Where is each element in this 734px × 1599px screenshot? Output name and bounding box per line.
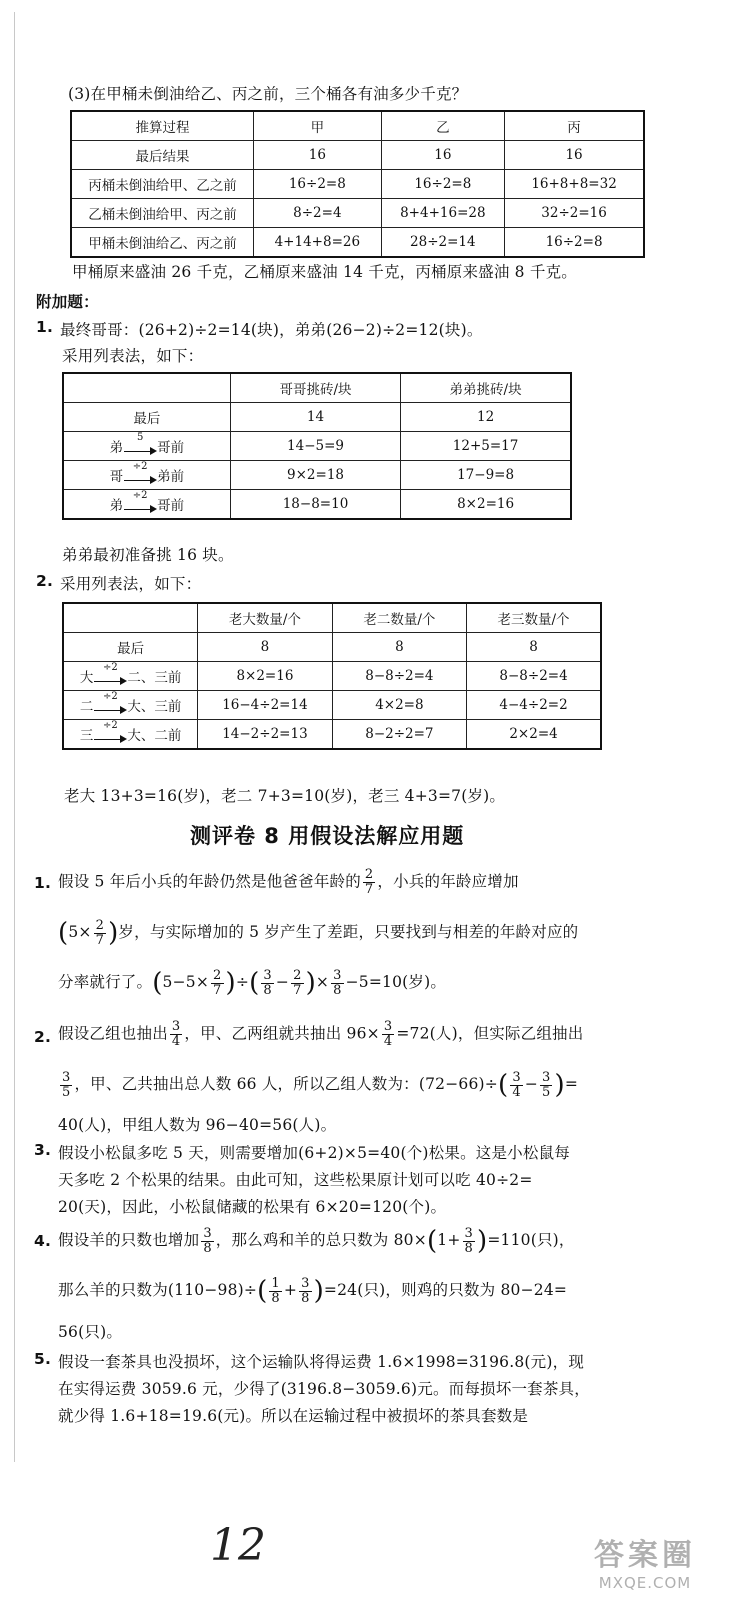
text: ，那么鸡和羊的总只数为 80× <box>215 1231 427 1249</box>
row-to-label: 大、二前 <box>127 728 182 744</box>
row-to-label: 哥前 <box>157 440 185 456</box>
binding-margin-line <box>14 12 15 1462</box>
table-cell: 8 <box>467 633 601 662</box>
table-row <box>63 432 571 461</box>
watermark-title: 答案圈 <box>594 1538 696 1573</box>
row-from-label: 弟 <box>109 498 124 514</box>
table-header-cell: 老大数量/个 <box>198 603 333 633</box>
table-row <box>63 720 601 750</box>
table-cell: 4×2=8 <box>332 691 466 720</box>
p1-line1 <box>58 868 519 897</box>
fraction <box>540 1071 552 1100</box>
table-cell: 16÷2=8 <box>381 170 505 199</box>
table-row <box>71 170 644 199</box>
table-cell: 18−8=10 <box>230 490 400 520</box>
table-cell <box>63 490 230 520</box>
brick-table <box>62 372 572 520</box>
p5-number: 5. <box>34 1350 52 1368</box>
table-row <box>63 403 571 432</box>
answer3: 甲桶原来盛油 26 千克，乙桶原来盛油 14 千克，丙桶原来盛油 8 千克。 <box>72 263 577 281</box>
denominator: 7 <box>364 882 374 897</box>
p1-line3: 分率就行了。(5−5× $\frac{2}{7}$ )÷( $\frac{3}{8}$ − $\frac{2}{7}$ )× $\frac{3}{8}$ −5=10(岁)。 <box>58 967 447 998</box>
table-cell: 28÷2=14 <box>381 228 505 258</box>
text: − <box>524 1075 538 1093</box>
p2-line2: $\frac{3}{5}$ ，甲、乙共抽出总人数 66 人，所以乙组人数为：(72−66)÷( $\frac{3}{4}$ − $\frac{3}{5}$ )= <box>62 1069 579 1100</box>
extra2-line1: 采用列表法，如下： <box>60 575 202 593</box>
right-arrow-icon <box>93 661 127 686</box>
table-cell: 丙桶未倒油给甲、乙之前 <box>71 170 254 199</box>
text: 岁，与实际增加的 5 岁产生了差距，只要找到与相差的年龄对应的 <box>118 923 579 941</box>
right-arrow-icon <box>93 690 127 715</box>
table-cell <box>63 432 230 461</box>
denominator: 8 <box>464 1240 474 1256</box>
p4-number: 4. <box>34 1232 52 1250</box>
numerator: 3 <box>542 1069 551 1085</box>
table-cell: 16−4÷2=14 <box>198 691 333 720</box>
extra1-line1: 最终哥哥：(26+2)÷2=14(块)，弟弟(26−2)÷2=12(块)。 <box>60 321 483 339</box>
table-header-cell: 甲 <box>254 111 381 141</box>
p5-line3: 就少得 1.6+18=19.6(元)。所以在运输过程中被损坏的茶具套数是 <box>58 1407 529 1425</box>
right-arrow-icon <box>123 431 157 456</box>
table-header-cell: 乙 <box>381 111 505 141</box>
text: + <box>283 1281 298 1299</box>
table-cell: 9×2=18 <box>230 461 400 490</box>
table-row <box>63 662 601 691</box>
table-cell: 12+5=17 <box>401 432 571 461</box>
extra2-conclusion: 老大 13+3=16(岁)，老二 7+3=10(岁)，老三 4+3=7(岁)。 <box>64 787 506 805</box>
table-cell <box>63 691 198 720</box>
table-header-cell: 老二数量/个 <box>332 603 466 633</box>
fraction <box>269 1277 281 1306</box>
table-cell: 最后 <box>63 633 198 662</box>
denominator: 5 <box>542 1084 551 1100</box>
table-cell: 8÷2=4 <box>254 199 381 228</box>
table-cell: 16 <box>381 141 505 170</box>
table-cell: 14−5=9 <box>230 432 400 461</box>
table-header-cell: 哥哥挑砖/块 <box>230 373 400 403</box>
fraction <box>382 1020 394 1049</box>
table-header-cell: 丙 <box>505 111 644 141</box>
denominator: 4 <box>383 1034 393 1049</box>
table-cell: 14−2÷2=13 <box>198 720 333 750</box>
p4-line3: 56(只)。 <box>58 1323 123 1341</box>
arrow-label: ÷2 <box>102 661 118 673</box>
table-cell: 最后结果 <box>71 141 254 170</box>
table-row <box>63 633 601 662</box>
table-header-cell: 老三数量/个 <box>467 603 601 633</box>
text: 5−5× <box>162 973 210 991</box>
p2-number: 2. <box>34 1028 52 1046</box>
fraction <box>261 969 273 998</box>
numerator: 3 <box>301 1275 310 1291</box>
denominator: 8 <box>271 1290 280 1306</box>
table-header-row <box>63 603 601 633</box>
numerator: 3 <box>512 1069 521 1085</box>
table-cell: 16 <box>254 141 381 170</box>
numerator: 2 <box>293 967 302 983</box>
extra1-number: 1. <box>36 318 54 336</box>
table-cell: 8−8÷2=4 <box>332 662 466 691</box>
denominator: 7 <box>95 932 105 948</box>
denominator: 8 <box>263 982 272 998</box>
extra1-line2: 采用列表法，如下： <box>62 347 204 365</box>
table-cell: 最后 <box>63 403 230 432</box>
text: =110(只)， <box>487 1231 575 1249</box>
arrow-label: ÷2 <box>102 719 118 731</box>
table-header-cell: 弟弟挑砖/块 <box>401 373 571 403</box>
table-row <box>71 228 644 258</box>
p3-line1: 假设小松鼠多吃 5 天，则需要增加(6+2)×5=40(个)松果。这是小松鼠每 <box>58 1144 570 1162</box>
row-from-label: 二 <box>79 699 94 715</box>
table-row <box>71 199 644 228</box>
denominator: 5 <box>62 1084 71 1100</box>
row-from-label: 三 <box>79 728 94 744</box>
row-to-label: 二、三前 <box>127 670 182 686</box>
fraction <box>201 1227 213 1256</box>
table-cell: 32÷2=16 <box>505 199 644 228</box>
table-cell: 17−9=8 <box>401 461 571 490</box>
extra1-conclusion: 弟弟最初准备挑 16 块。 <box>62 546 234 564</box>
table-row <box>63 691 601 720</box>
fraction <box>94 919 106 948</box>
numerator: 3 <box>383 1019 393 1034</box>
table-cell: 8×2=16 <box>198 662 333 691</box>
handwritten-page-number: 12 <box>210 1520 266 1571</box>
numerator: 2 <box>95 917 105 933</box>
table-cell: 8−2÷2=7 <box>332 720 466 750</box>
text: =24(只)，则鸡的只数为 80−24= <box>323 1281 568 1299</box>
arrow-label: 5 <box>136 431 144 443</box>
text: 分率就行了。 <box>58 973 153 991</box>
p4-line2: 那么羊的只数为(110−98)÷( $\frac{1}{8}$ + $\frac{3}{8}$ )=24(只)，则鸡的只数为 80−24= <box>58 1275 568 1306</box>
p5-line1: 假设一套茶具也没损坏，这个运输队将得运费 1.6×1998=3196.8(元)，现 <box>58 1353 585 1371</box>
fraction <box>463 1227 475 1256</box>
fraction <box>510 1071 522 1100</box>
p3-number: 3. <box>34 1141 52 1159</box>
text: ，甲、乙共抽出总人数 66 人，所以乙组人数为：(72−66)÷ <box>74 1075 498 1093</box>
table-header-cell: 推算过程 <box>71 111 254 141</box>
text: 假设 5 年后小兵的年龄仍然是他爸爸年龄的 <box>58 872 361 891</box>
arrow-label: ÷2 <box>132 489 148 501</box>
row-from-label: 大 <box>79 670 94 686</box>
numerator: 1 <box>271 1275 280 1291</box>
p3-line2: 天多吃 2 个松果的结果。由此可知，这些松果原计划可以吃 40÷2= <box>58 1171 533 1189</box>
q3-heading: (3)在甲桶未倒油给乙、丙之前，三个桶各有油多少千克？ <box>68 85 468 103</box>
table-cell: 14 <box>230 403 400 432</box>
right-arrow-icon <box>123 460 157 485</box>
text: −5=10(岁)。 <box>345 973 447 991</box>
right-arrow-icon <box>93 719 127 744</box>
table-row <box>71 141 644 170</box>
text: 5× <box>68 923 92 941</box>
denominator: 7 <box>213 982 222 998</box>
section-title: 测评卷 8 用假设法解应用题 <box>190 824 465 848</box>
numerator: 3 <box>263 967 272 983</box>
text: × <box>315 973 330 991</box>
numerator: 2 <box>213 967 222 983</box>
table-cell: 甲桶未倒油给乙、丙之前 <box>71 228 254 258</box>
text: =72(人)，但实际乙组抽出 <box>396 1024 584 1043</box>
text: ÷ <box>235 973 250 991</box>
p5-line2: 在实得运费 3059.6 元，少得了(3196.8−3059.6)元。而每损坏一套茶具， <box>58 1380 590 1398</box>
p3-line3: 20(天)，因此，小松鼠储藏的松果有 6×20=120(个)。 <box>58 1198 447 1216</box>
text: ，小兵的年龄应增加 <box>377 872 519 891</box>
table-cell: 4+14+8=26 <box>254 228 381 258</box>
table-cell: 8+4+16=28 <box>381 199 505 228</box>
table-cell <box>63 720 198 750</box>
quantity-table <box>62 602 602 750</box>
numerator: 3 <box>171 1019 181 1034</box>
watermark-logo <box>560 1530 730 1592</box>
numerator: 3 <box>464 1225 474 1241</box>
denominator: 4 <box>512 1084 521 1100</box>
table-cell: 16 <box>505 141 644 170</box>
text: = <box>564 1075 579 1093</box>
row-to-label: 大、三前 <box>127 699 182 715</box>
numerator: 3 <box>62 1069 71 1085</box>
fraction <box>363 868 375 897</box>
table-cell: 8×2=16 <box>401 490 571 520</box>
table-cell: 16÷2=8 <box>505 228 644 258</box>
row-to-label: 哥前 <box>157 498 185 514</box>
numerator: 3 <box>333 967 342 983</box>
p1-line2: (5× $\frac{2}{7}$ )岁，与实际增加的 5 岁产生了差距，只要找到与相差的年龄对应的 <box>58 917 579 948</box>
table-cell: 12 <box>401 403 571 432</box>
right-arrow-icon <box>123 489 157 514</box>
p1-number: 1. <box>34 874 52 892</box>
table-cell: 8 <box>198 633 333 662</box>
arrow-label: ÷2 <box>102 690 118 702</box>
text: 1+ <box>437 1231 461 1249</box>
text: ，甲、乙两组就共抽出 96× <box>184 1024 380 1043</box>
oil-table <box>70 110 645 258</box>
fraction <box>291 969 303 998</box>
denominator: 8 <box>203 1240 212 1256</box>
p2-line3: 40(人)，甲组人数为 96−40=56(人)。 <box>58 1116 337 1134</box>
denominator: 8 <box>333 982 342 998</box>
denominator: 7 <box>293 982 302 998</box>
table-cell <box>63 461 230 490</box>
fraction <box>211 969 223 998</box>
table-cell: 乙桶未倒油给甲、丙之前 <box>71 199 254 228</box>
p4-line1: 假设羊的只数也增加 $\frac{3}{8}$ ，那么鸡和羊的总只数为 80×(1+ $\frac{3}{8}$ )=110(只)， <box>58 1225 575 1256</box>
p2-line1 <box>58 1020 583 1049</box>
extra-heading: 附加题： <box>36 293 99 311</box>
text: 假设羊的只数也增加 <box>58 1231 200 1249</box>
denominator: 4 <box>171 1034 181 1049</box>
fraction <box>60 1071 72 1100</box>
extra2-number: 2. <box>36 572 54 590</box>
text: − <box>275 973 290 991</box>
text: 那么羊的只数为(110−98)÷ <box>58 1281 258 1299</box>
table-cell: 2×2=4 <box>467 720 601 750</box>
table-header-row <box>63 373 571 403</box>
table-header-cell <box>63 373 230 403</box>
table-cell: 8−8÷2=4 <box>467 662 601 691</box>
row-from-label: 弟 <box>109 440 124 456</box>
numerator: 3 <box>203 1225 212 1241</box>
row-to-label: 弟前 <box>157 469 185 485</box>
row-from-label: 哥 <box>109 469 124 485</box>
table-header-row <box>71 111 644 141</box>
table-row <box>63 461 571 490</box>
table-header-cell <box>63 603 198 633</box>
arrow-label: ÷2 <box>132 460 148 472</box>
fraction <box>331 969 343 998</box>
numerator: 2 <box>364 867 374 882</box>
table-cell: 8 <box>332 633 466 662</box>
table-cell <box>63 662 198 691</box>
fraction <box>299 1277 311 1306</box>
text: 假设乙组也抽出 <box>58 1024 168 1043</box>
watermark-url: MXQE.COM <box>598 1574 692 1592</box>
table-cell: 4−4÷2=2 <box>467 691 601 720</box>
table-cell: 16+8+8=32 <box>505 170 644 199</box>
table-row <box>63 490 571 520</box>
denominator: 8 <box>301 1290 310 1306</box>
table-cell: 16÷2=8 <box>254 170 381 199</box>
fraction <box>170 1020 182 1049</box>
